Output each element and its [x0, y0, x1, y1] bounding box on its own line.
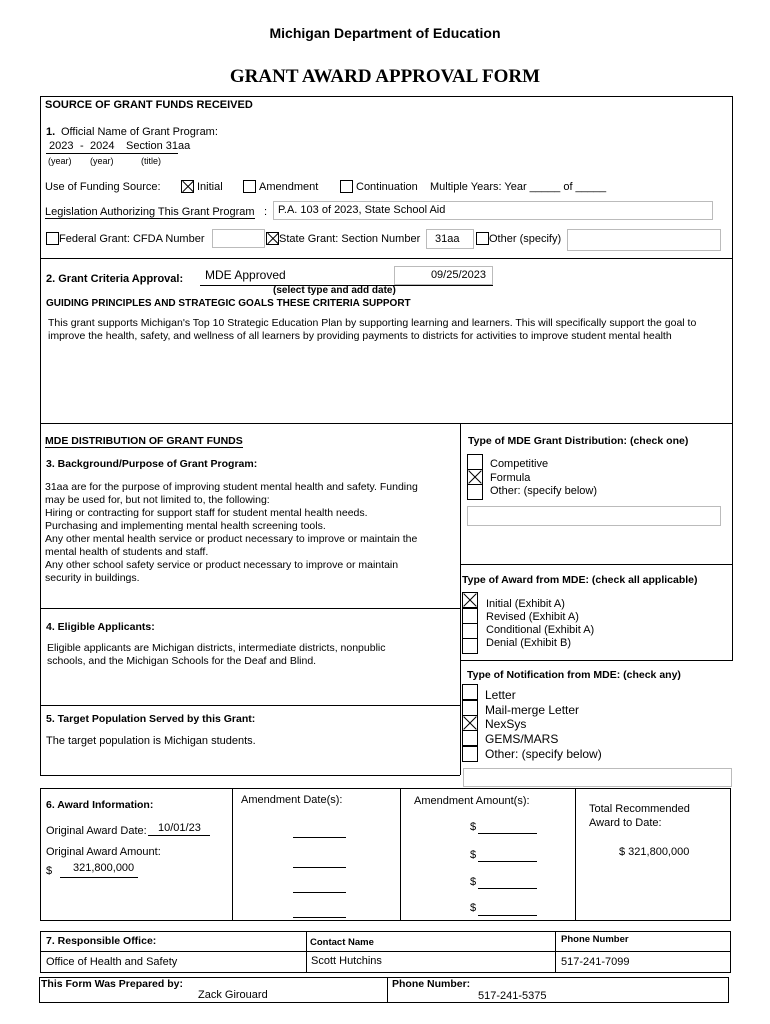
state-grant-checkbox[interactable]	[266, 232, 279, 245]
q1-number: 1.	[46, 126, 56, 138]
office-row-divider	[40, 951, 731, 952]
dist-right-border	[732, 423, 733, 660]
amendment-amount-dollar-3: $	[470, 876, 477, 888]
prepared-by-label: This Form Was Prepared by:	[41, 978, 183, 990]
purpose-text-line: may be used for, but not limited to, the following:	[45, 494, 270, 506]
criteria-bottom-border	[40, 423, 733, 424]
dist-left-border	[40, 423, 41, 775]
other-distribution-checkbox[interactable]	[467, 484, 483, 500]
original-date-underline	[148, 835, 210, 836]
amendment-amount-line-1[interactable]	[478, 833, 537, 834]
prepared-col-divider	[387, 977, 388, 1003]
notification-type-heading: Type of Notification from MDE: (check any)	[467, 669, 681, 681]
federal-grant-label: Federal Grant: CFDA Number	[59, 233, 205, 245]
guiding-principles-heading: GUIDING PRINCIPLES AND STRATEGIC GOALS THESE CRITERIA SUPPORT	[46, 298, 411, 309]
approval-type-select[interactable]: MDE Approved	[205, 268, 286, 282]
q3-label: 3. Background/Purpose of Grant Program:	[46, 458, 258, 470]
total-recommended-label-2: Award to Date:	[589, 817, 662, 829]
amendment-date-line-1[interactable]	[293, 837, 346, 838]
other-funding-input[interactable]	[567, 229, 721, 251]
amendment-amounts-label: Amendment Amount(s):	[414, 795, 530, 807]
year-dash: -	[80, 140, 84, 152]
cfda-number-input[interactable]	[212, 229, 265, 248]
source-heading: SOURCE OF GRANT FUNDS RECEIVED	[45, 99, 253, 111]
grant-year-start[interactable]: 2023	[49, 140, 74, 152]
grant-program-title[interactable]: Section 31aa	[126, 140, 191, 152]
formula-label: Formula	[490, 472, 531, 484]
prepared-phone-label: Phone Number:	[392, 978, 471, 990]
federal-grant-checkbox[interactable]	[46, 232, 59, 245]
original-award-amount-value[interactable]: 321,800,000	[73, 862, 135, 874]
distribution-heading: MDE DISTRIBUTION OF GRANT FUNDS	[45, 435, 243, 447]
original-amount-dollar: $	[46, 865, 53, 877]
contact-name-label: Contact Name	[310, 937, 374, 948]
responsible-office-value[interactable]: Office of Health and Safety	[46, 956, 178, 968]
q7-label: 7. Responsible Office:	[46, 935, 157, 947]
amendment-amount-dollar-2: $	[470, 849, 477, 861]
dist-divider-2	[40, 705, 460, 706]
dist-mid-border	[460, 423, 461, 775]
continuation-checkbox[interactable]	[340, 180, 353, 193]
legislation-label: Legislation Authorizing This Grant Program	[45, 206, 255, 218]
office-col-divider-2	[555, 931, 556, 973]
initial-checkbox[interactable]	[181, 180, 194, 193]
total-recommended-value[interactable]: $ 321,800,000	[619, 846, 690, 858]
other-notification-input[interactable]	[463, 768, 732, 787]
phone-number-value[interactable]: 517-241-7099	[561, 956, 630, 968]
competitive-label: Competitive	[490, 458, 549, 470]
mail-merge-label: Mail-merge Letter	[485, 703, 580, 717]
purpose-text-line: security in buildings.	[45, 572, 140, 584]
purpose-text-line: Any other mental health service or product necessary to improve or maintain the	[45, 533, 418, 545]
original-amount-underline	[60, 877, 138, 878]
q2-label: 2. Grant Criteria Approval:	[46, 273, 184, 285]
distribution-type-heading: Type of MDE Grant Distribution: (check one)	[468, 435, 689, 447]
select-type-hint: (select type and add date)	[273, 285, 396, 296]
amendment-date-line-2[interactable]	[293, 867, 346, 868]
original-award-amount-label: Original Award Amount:	[46, 846, 161, 858]
amendment-date-line-4[interactable]	[293, 917, 346, 918]
criteria-right-border	[732, 259, 733, 423]
dist-right-divider-1	[460, 564, 733, 565]
contact-name-value[interactable]: Scott Hutchins	[311, 955, 382, 967]
award-col-divider-3	[575, 788, 576, 921]
initial-label: Initial	[197, 181, 223, 193]
other-distribution-input[interactable]	[467, 506, 721, 526]
revised-award-label: Revised (Exhibit A)	[486, 611, 579, 623]
legislation-input[interactable]: P.A. 103 of 2023, State School Aid	[273, 201, 713, 220]
q4-label: 4. Eligible Applicants:	[46, 621, 155, 633]
office-col-divider-1	[306, 931, 307, 973]
eligible-applicants-text	[47, 642, 457, 668]
prepared-phone-value[interactable]: 517-241-5375	[478, 990, 547, 1002]
q6-label: 6. Award Information:	[46, 799, 154, 811]
award-col-divider-2	[400, 788, 401, 921]
dist-divider-1	[40, 608, 460, 609]
form-title: GRANT AWARD APPROVAL FORM	[229, 66, 541, 87]
nexsys-label: NexSys	[485, 717, 527, 731]
prepared-by-name[interactable]: Zack Girouard	[198, 989, 268, 1001]
purpose-text	[45, 481, 457, 585]
amendment-amount-line-3[interactable]	[478, 888, 537, 889]
amendment-amount-line-2[interactable]	[478, 861, 537, 862]
amendment-checkbox[interactable]	[243, 180, 256, 193]
amendment-amount-dollar-1: $	[470, 821, 477, 833]
formula-checkbox[interactable]	[467, 469, 483, 485]
eligible-text-line: Eligible applicants are Michigan districts, intermediate districts, nonpublic	[47, 642, 386, 654]
initial-award-label: Initial (Exhibit A)	[486, 598, 565, 610]
other-funding-label: Other (specify)	[489, 233, 562, 245]
gems-mars-label: GEMS/MARS	[485, 732, 559, 746]
section-number-input[interactable]: 31aa	[426, 229, 474, 249]
competitive-checkbox[interactable]	[467, 454, 483, 470]
purpose-text-line: Any other school safety service or product necessary to improve or maintain	[45, 559, 399, 571]
revised-award-checkbox[interactable]	[462, 608, 478, 624]
initial-award-checkbox[interactable]	[462, 592, 478, 608]
award-col-divider-1	[232, 788, 233, 921]
denial-award-checkbox[interactable]	[462, 638, 478, 654]
denial-award-label: Denial (Exhibit B)	[486, 637, 571, 649]
conditional-award-checkbox[interactable]	[462, 623, 478, 639]
caption-title: (title)	[141, 156, 161, 166]
purpose-text-line: Hiring or contracting for support staff for student mental health needs.	[45, 507, 368, 519]
amendment-date-line-3[interactable]	[293, 892, 346, 893]
original-award-date-value[interactable]: 10/01/23	[158, 822, 201, 834]
grant-year-end[interactable]: 2024	[90, 140, 115, 152]
caption-year-1: (year)	[48, 156, 72, 166]
criteria-left-border	[40, 259, 41, 423]
amendment-amount-line-4[interactable]	[478, 915, 537, 916]
other-notification-checkbox[interactable]	[462, 746, 478, 762]
department-name: Michigan Department of Education	[269, 25, 501, 41]
legislation-colon: :	[264, 206, 268, 218]
q1-label: Official Name of Grant Program:	[61, 126, 218, 138]
letter-checkbox[interactable]	[462, 684, 478, 700]
phone-number-label: Phone Number	[561, 934, 629, 945]
award-type-heading: Type of Award from MDE: (check all applicable)	[462, 574, 698, 586]
amendment-dates-label: Amendment Date(s):	[241, 794, 343, 806]
approval-date-input[interactable]: 09/25/2023	[394, 266, 493, 285]
conditional-award-label: Conditional (Exhibit A)	[486, 624, 595, 636]
other-notification-label: Other: (specify below)	[485, 747, 602, 761]
mail-merge-checkbox[interactable]	[462, 700, 478, 716]
guiding-principles-text: This grant supports Michigan's Top 10 Strategic Education Plan by supporting learning and learners. This will specifically support the goal to improve the health, safety, and wellness of all learners by providing payments to districts for activities to improve student mental health	[48, 317, 697, 342]
continuation-label: Continuation	[356, 181, 418, 193]
dist-bottom-border	[40, 775, 460, 776]
other-distribution-label: Other: (specify below)	[490, 485, 597, 497]
gems-mars-checkbox[interactable]	[462, 730, 478, 746]
purpose-text-line: 31aa are for the purpose of improving student mental health and safety. Funding	[45, 481, 418, 493]
original-award-date-label: Original Award Date:	[46, 825, 147, 837]
letter-label: Letter	[485, 688, 516, 702]
caption-year-2: (year)	[90, 156, 114, 166]
multiple-years-text: Multiple Years: Year _____ of _____	[430, 181, 607, 193]
other-funding-checkbox[interactable]	[476, 232, 489, 245]
amendment-amount-dollar-4: $	[470, 902, 477, 914]
total-recommended-label-1: Total Recommended	[589, 803, 690, 815]
purpose-text-line: mental health of students and staff.	[45, 546, 209, 558]
nexsys-checkbox[interactable]	[462, 715, 478, 731]
funding-source-label: Use of Funding Source:	[45, 181, 161, 193]
target-population-text: The target population is Michigan students.	[46, 735, 256, 747]
q5-label: 5. Target Population Served by this Grant:	[46, 713, 256, 725]
purpose-text-line: Purchasing and implementing mental health screening tools.	[45, 520, 326, 532]
grant-name-underline	[46, 153, 178, 154]
amendment-label: Amendment	[259, 181, 319, 193]
eligible-text-line: schools, and the Michigan Schools for the Deaf and Blind.	[47, 655, 317, 667]
state-grant-label: State Grant: Section Number	[279, 233, 421, 245]
dist-right-divider-2	[460, 660, 733, 661]
